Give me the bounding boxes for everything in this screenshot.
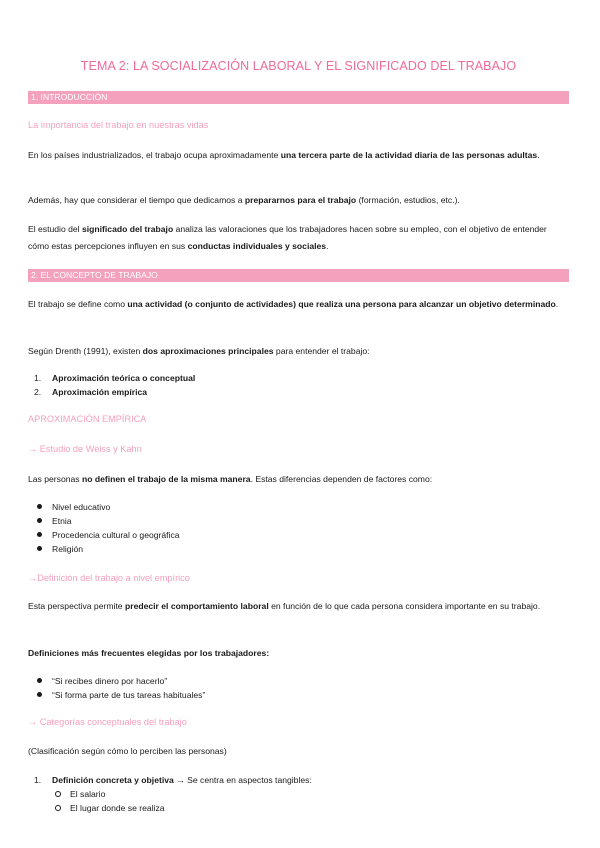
text: Las personas xyxy=(28,474,82,484)
text: en función de lo que cada persona considera importante en su trabajo. xyxy=(268,601,541,611)
list-item: “Si forma parte de tus tareas habituales” xyxy=(52,690,206,700)
text: Según Drenth (1991), existen xyxy=(28,346,143,356)
list-item-concreta xyxy=(52,774,312,786)
bold-text: prepararnos para el trabajo xyxy=(244,195,357,205)
paragraph-personas xyxy=(28,471,569,488)
list-number: 1. xyxy=(34,373,42,383)
section-header-introduccion: 1. INTRODUCCIÓN xyxy=(28,91,569,104)
subheading-weiss-kahn: → Estudio de Weiss y Kahn xyxy=(28,444,142,454)
hollow-bullet-icon xyxy=(55,791,61,797)
paragraph-clasificacion: (Clasificación según cómo lo perciben las personas) xyxy=(28,746,227,756)
bold-text: no definen el trabajo de la misma manera xyxy=(81,474,251,484)
text: . xyxy=(537,150,540,160)
paragraph-paises xyxy=(28,147,569,164)
text: → Se centra en aspectos tangibles: xyxy=(173,775,312,785)
paragraph-drenth xyxy=(28,343,569,360)
bullet-icon xyxy=(37,692,42,697)
bullet-icon xyxy=(37,532,42,537)
text: Además, hay que considerar el tiempo que dedicamos a xyxy=(28,195,245,205)
paragraph-definiciones-frecuentes: Definiciones más frecuentes elegidas por los trabajadores: xyxy=(28,648,270,658)
text: . xyxy=(555,299,559,309)
bold-text: dos aproximaciones principales xyxy=(142,346,274,356)
text: El estudio del xyxy=(28,224,82,234)
bold-text: significado del trabajo xyxy=(81,224,174,234)
subheading-definicion-empirico: →Definición del trabajo a nivel empírico xyxy=(28,573,190,583)
hollow-bullet-icon xyxy=(55,805,61,811)
bullet-icon xyxy=(37,518,42,523)
paragraph-definicion xyxy=(28,296,569,313)
list-item: El lugar donde se realiza xyxy=(70,803,165,813)
document-title: TEMA 2: LA SOCIALIZACIÓN LABORAL Y EL SIGNIFICADO DEL TRABAJO xyxy=(80,59,517,73)
list-item: Religión xyxy=(52,544,84,554)
text: . Estas diferencias dependen de factores como: xyxy=(250,474,433,484)
subheading-importancia: La importancia del trabajo en nuestras vidas xyxy=(28,120,209,130)
list-item: El salario xyxy=(70,789,106,799)
paragraph-ademas xyxy=(28,192,569,209)
list-number: 2. xyxy=(34,387,42,397)
list-item: Aproximación empírica xyxy=(52,387,148,397)
section-header-concepto: 2. EL CONCEPTO DE TRABAJO xyxy=(28,269,569,282)
bold-text: una tercera parte de la actividad diaria de las personas adultas xyxy=(280,150,538,160)
list-number: 1. xyxy=(34,775,42,785)
bullet-icon xyxy=(37,504,42,509)
text: para entender el trabajo: xyxy=(273,346,370,356)
list-item: Aproximación teórica o conceptual xyxy=(52,373,196,383)
text: . xyxy=(326,240,329,251)
subheading-empirica: APROXIMACIÓN EMPÍRICA xyxy=(28,414,147,424)
paragraph-perspectiva xyxy=(28,598,569,615)
text: analiza las valoraciones que los trabajadores hacen sobre su empleo, con el objetivo de entender cómo estas percepciones influyen en sus xyxy=(28,224,547,251)
list-item: Nivel educativo xyxy=(52,502,111,512)
paragraph-estudio xyxy=(28,221,569,254)
subheading-categorias: → Categorías conceptuales del trabajo xyxy=(28,717,187,727)
list-item: “Si recibes dinero por hacerlo” xyxy=(52,676,168,686)
bullet-icon xyxy=(37,678,42,683)
bold-text: predecir el comportamiento laboral xyxy=(124,601,269,611)
bold-text: Definición concreta y objetiva xyxy=(52,775,174,785)
bold-text: conductas individuales y sociales xyxy=(187,240,327,251)
text: El trabajo se define como xyxy=(28,299,128,309)
bold-text: una actividad (o conjunto de actividades) que realiza una persona para alcanzar un objetivo determinado xyxy=(127,299,556,309)
text: En los países industrializados, el trabajo ocupa aproximadamente xyxy=(28,150,281,160)
bullet-icon xyxy=(37,546,42,551)
list-item: Etnia xyxy=(52,516,72,526)
text: (formación, estudios, etc.). xyxy=(356,195,460,205)
text: Esta perspectiva permite xyxy=(28,601,125,611)
list-item: Procedencia cultural o geográfica xyxy=(52,530,180,540)
